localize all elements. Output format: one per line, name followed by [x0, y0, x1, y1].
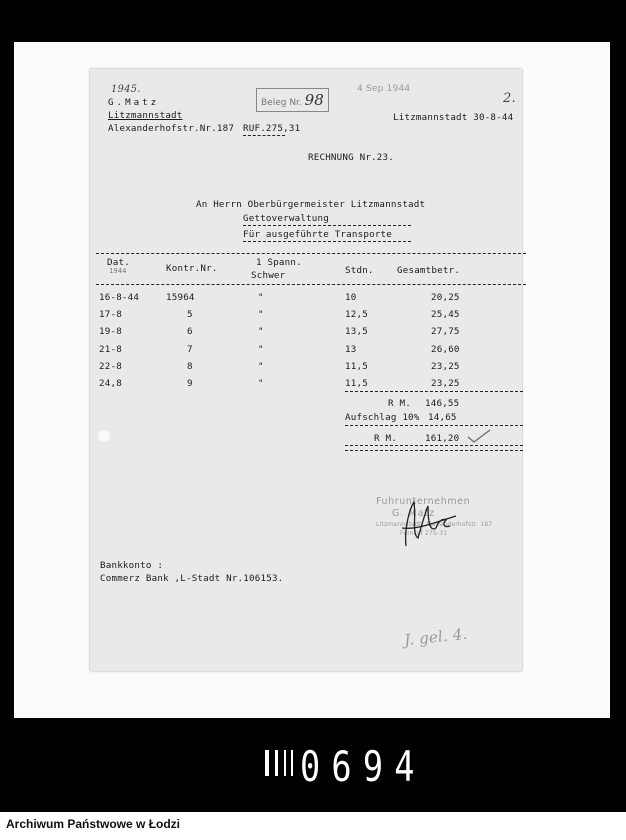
row-6-date: 24,8 — [99, 378, 122, 389]
header-date-year: 1944 — [109, 267, 127, 275]
film-bar-4 — [291, 750, 293, 776]
grand-total-double-rule — [345, 445, 523, 451]
year-note: 1945. — [111, 84, 141, 95]
film-bar-2 — [275, 750, 278, 776]
bank-details: Commerz Bank ,L-Stadt Nr.106153. — [100, 573, 284, 584]
grand-total-rule — [345, 425, 523, 426]
header-total: Gesamtbetr. — [397, 265, 461, 276]
recipient-line-1: An Herrn Oberbürgermeister Litzmannstadt — [196, 199, 426, 210]
row-2-amount: 25,45 — [431, 309, 460, 320]
signature-mark — [398, 498, 458, 550]
header-hours: Stdn. — [345, 265, 374, 276]
header-type: 1 Spann. — [256, 257, 302, 268]
row-5-amount: 23,25 — [431, 361, 460, 372]
surcharge-value: 14,65 — [428, 412, 457, 423]
row-1-contract: 15964 — [166, 292, 195, 303]
company-stamp-line-1: Fuhrunternehmen — [376, 496, 471, 507]
header-contract: Kontr.Nr. — [166, 263, 218, 274]
header-date: Dat. — [107, 257, 130, 268]
beleg-number: 98 — [304, 91, 324, 109]
company-stamp-line-2: G. Matz — [392, 508, 436, 519]
punch-hole — [98, 430, 110, 442]
subtotal-value: 146,55 — [425, 398, 460, 409]
row-2-date: 17-8 — [99, 309, 122, 320]
row-1-hours: 10 — [345, 292, 357, 303]
checkmark-icon — [466, 428, 492, 444]
bank-label: Bankkonto : — [100, 560, 164, 571]
subtotal-label: R M. — [388, 398, 411, 409]
sender-name: G.Matz — [108, 97, 160, 108]
grand-total-label: R M. — [374, 433, 397, 444]
row-2-contract: 5 — [187, 309, 193, 320]
beleg-stamp — [256, 88, 329, 112]
phone-underline — [243, 135, 285, 136]
row-4-hours: 13 — [345, 344, 357, 355]
row-2-ditto: " — [258, 309, 264, 320]
row-2-hours: 12,5 — [345, 309, 368, 320]
sender-phone: RUF.275,31 — [243, 123, 301, 134]
row-6-ditto: " — [258, 378, 264, 389]
film-bar-3 — [284, 750, 286, 776]
archive-name: Archiwum Państwowe w Łodzi — [6, 817, 181, 831]
row-3-date: 19-8 — [99, 326, 122, 337]
table-header-rule — [96, 284, 526, 285]
company-stamp-line-4: Fernruf 275-31 — [400, 530, 448, 537]
film-bar-1 — [265, 750, 269, 776]
row-3-amount: 27,75 — [431, 326, 460, 337]
frame-number: 0694 — [300, 742, 426, 791]
surcharge-label: Aufschlag 10% — [345, 412, 420, 423]
row-5-contract: 8 — [187, 361, 193, 372]
row-6-hours: 11,5 — [345, 378, 368, 389]
grand-total-value: 161,20 — [425, 433, 460, 444]
row-4-ditto: " — [258, 344, 264, 355]
sender-city: Litzmannstadt — [108, 110, 183, 121]
beleg-label: Beleg Nr. — [261, 98, 302, 108]
row-5-date: 22-8 — [99, 361, 122, 372]
row-1-ditto: " — [258, 292, 264, 303]
row-1-date: 16-8-44 — [99, 292, 140, 303]
pencil-note: J. gel. 4. — [403, 624, 469, 650]
faded-date-stamp: 4 Sep 1944 — [357, 84, 411, 94]
invoice-title: RECHNUNG Nr.23. — [308, 152, 394, 163]
row-3-ditto: " — [258, 326, 264, 337]
company-stamp-line-3: Litzmannstadt, Alexanderhofstr. 187 — [376, 521, 493, 528]
table-top-rule — [96, 253, 526, 254]
sender-street: Alexanderhofstr.Nr.187 — [108, 123, 235, 134]
subtotal-rule — [345, 391, 523, 392]
page-number: 2. — [503, 91, 516, 106]
recipient-underline-1 — [243, 225, 411, 226]
row-1-amount: 20,25 — [431, 292, 460, 303]
row-4-date: 21-8 — [99, 344, 122, 355]
recipient-underline-2 — [243, 241, 411, 242]
place-date: Litzmannstadt 30-8-44 — [393, 112, 514, 123]
row-3-hours: 13,5 — [345, 326, 368, 337]
row-4-amount: 26,60 — [431, 344, 460, 355]
row-4-contract: 7 — [187, 344, 193, 355]
row-6-amount: 23,25 — [431, 378, 460, 389]
row-5-ditto: " — [258, 361, 264, 372]
recipient-line-3: Für ausgeführte Transporte — [243, 229, 393, 240]
row-6-contract: 9 — [187, 378, 193, 389]
header-type-sub: Schwer — [251, 270, 286, 281]
recipient-line-2: Gettoverwaltung — [243, 213, 329, 224]
row-3-contract: 6 — [187, 326, 193, 337]
row-5-hours: 11,5 — [345, 361, 368, 372]
